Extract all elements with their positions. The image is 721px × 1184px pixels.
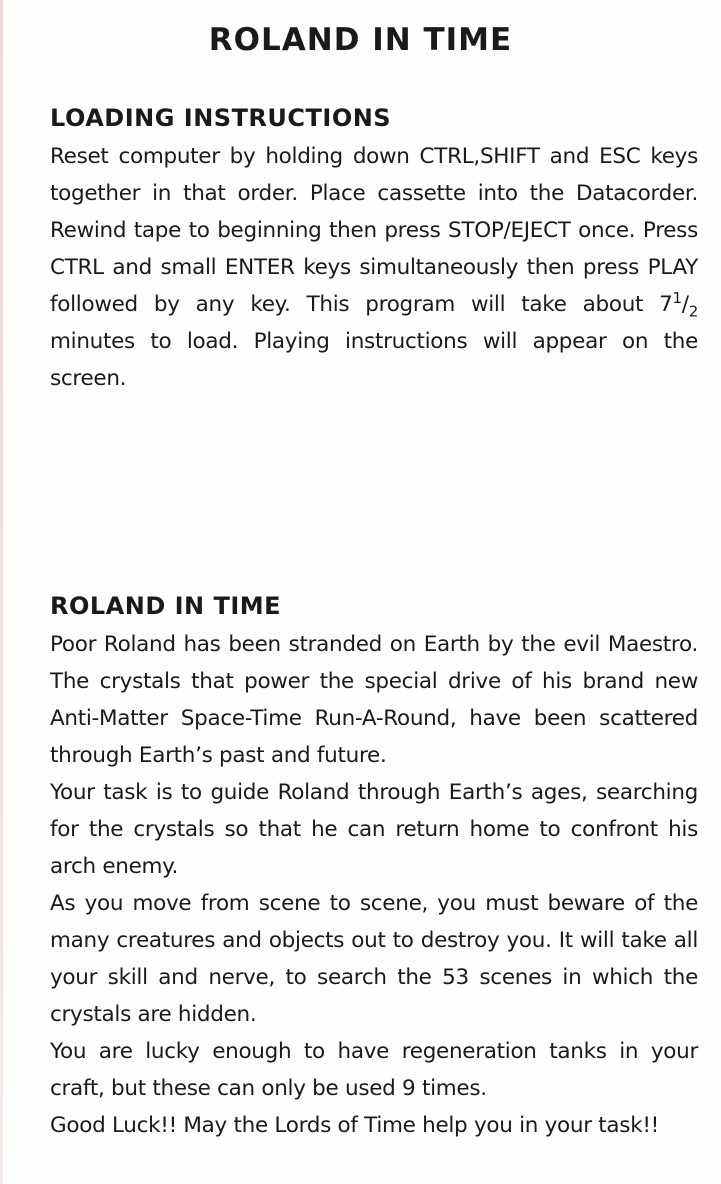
page-edge-shading: [0, 0, 3, 1184]
story-paragraph: Good Luck!! May the Lords of Time help you in your task!!: [50, 1113, 659, 1138]
story-paragraph: Your task is to guide Roland through Earth’s ages, searching for the crystals so that he can return home to confront his arch enemy.: [50, 780, 698, 879]
story-paragraph: As you move from scene to scene, you must beware of the many creatures and objects out to destroy you. It will take all your skill and nerve, to search the 53 scenes in which the crystals are hidden.: [50, 891, 698, 1027]
loading-text-part1: Reset computer by holding down CTRL,SHIFT and ESC keys together in that order. Place cassette into the Datacorder. Rewind tape to beginning then press STOP/EJECT once. Press CTRL and small ENTER keys simultaneously then press PLAY followed by any key. This program will take about 7: [50, 144, 698, 317]
page-title: ROLAND IN TIME: [208, 22, 513, 58]
fraction-denominator: 2: [688, 302, 698, 321]
fraction-slash: /: [681, 292, 689, 317]
loading-instructions-heading: LOADING INSTRUCTIONS: [50, 104, 392, 132]
loading-instructions-text: [50, 138, 698, 397]
loading-instructions-section: [50, 100, 698, 397]
story-paragraph: Poor Roland has been stranded on Earth by the evil Maestro. The crystals that power the special drive of his brand new Anti-Matter Space-Time Run-A-Round, have been scattered through Earth’s past and future.: [50, 632, 698, 768]
story-heading: ROLAND IN TIME: [50, 592, 282, 620]
story-section: [50, 588, 698, 1144]
fraction-numerator: 1: [672, 288, 682, 307]
loading-text-part2: minutes to load. Playing instructions will appear on the screen.: [50, 329, 698, 391]
story-paragraph: You are lucky enough to have regeneration tanks in your craft, but these can only be used 9 times.: [50, 1039, 698, 1101]
